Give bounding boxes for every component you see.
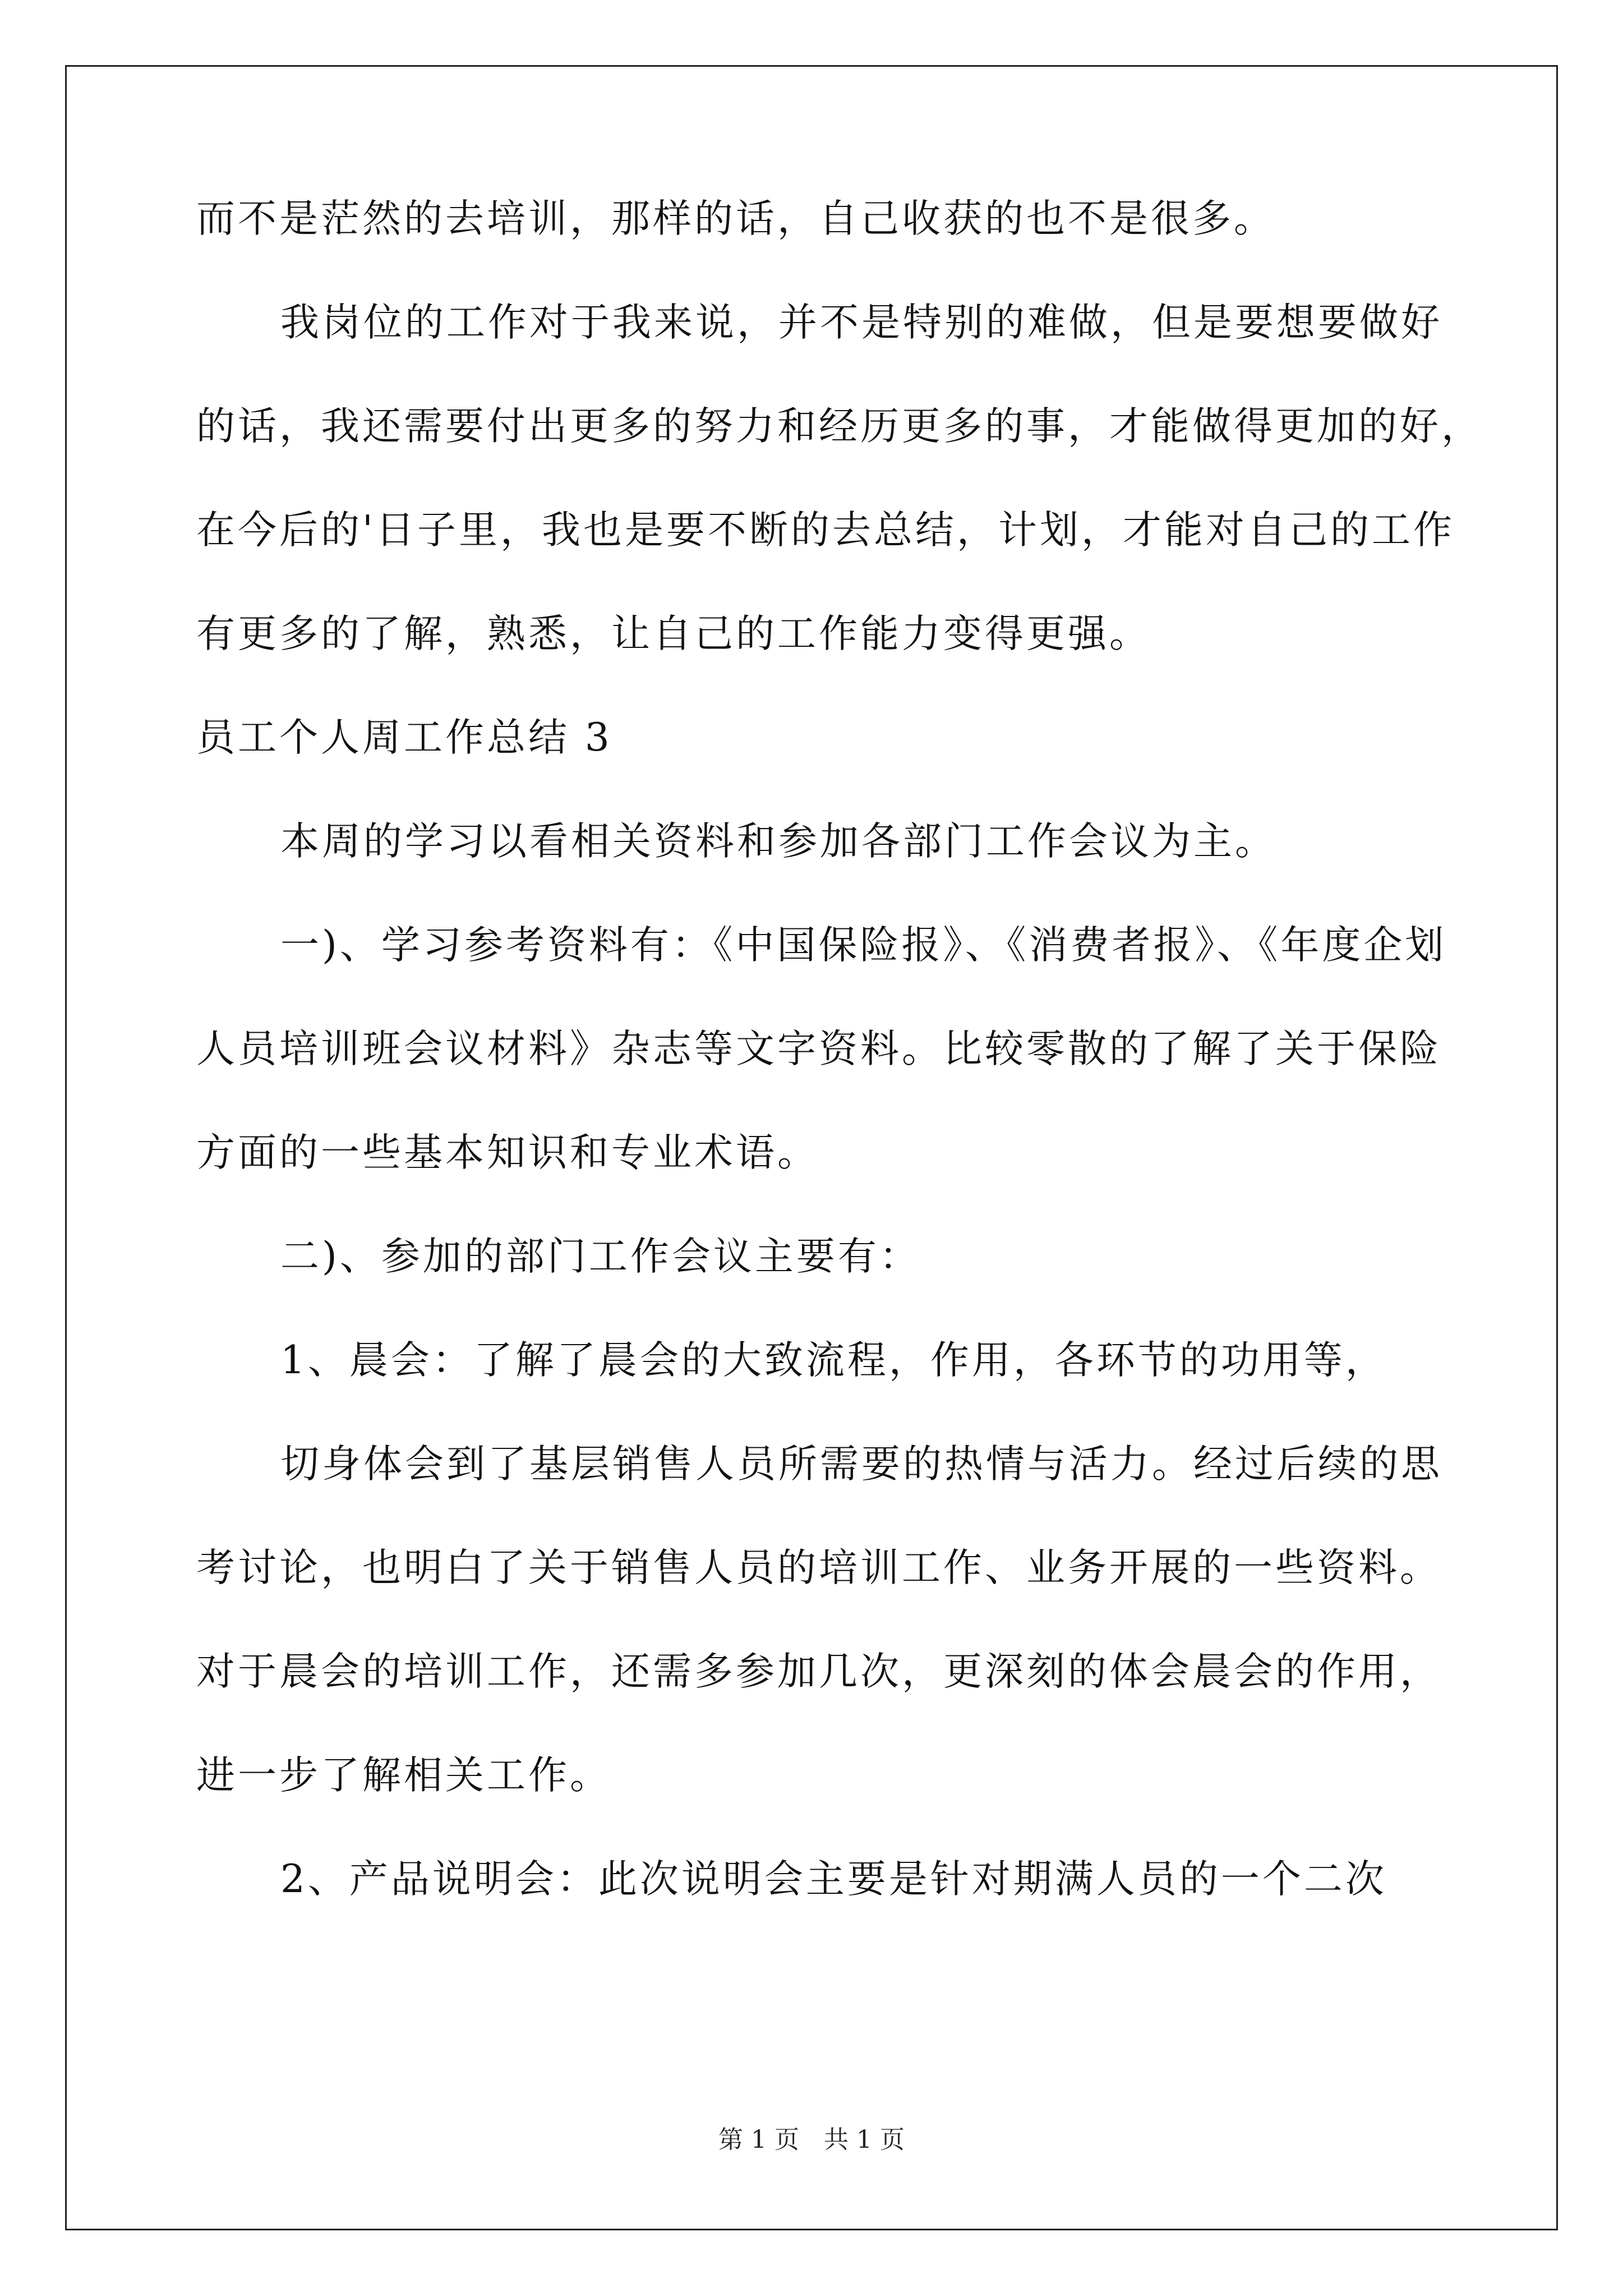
text-line: 1、晨会：了解了晨会的大致流程，作用，各环节的功用等， — [280, 1338, 1387, 1383]
text-line: 有更多的了解，熟悉，让自己的工作能力变得更强。 — [196, 611, 1151, 656]
page-number: 第 1 页 — [718, 2125, 799, 2154]
text-line: 2、产品说明会：此次说明会主要是针对期满人员的一个二次 — [280, 1857, 1387, 1902]
text-line: 考讨论，也明白了关于销售人员的培训工作、业务开展的一些资料。 — [196, 1545, 1441, 1590]
page-footer — [0, 2124, 1623, 2156]
text-line: 的话，我还需要付出更多的努力和经历更多的事，才能做得更加的好， — [196, 404, 1483, 449]
section-heading: 员工个人周工作总结 3 — [196, 715, 612, 760]
text-line: 进一步了解相关工作。 — [196, 1753, 611, 1798]
text-line: 我岗位的工作对于我来说，并不是特别的难做，但是要想要做好 — [280, 300, 1442, 345]
text-line: 切身体会到了基层销售人员所需要的热情与活力。经过后续的思 — [280, 1442, 1442, 1487]
text-line: 人员培训班会议材料》杂志等文字资料。比较零散的了解了关于保险 — [196, 1027, 1441, 1071]
text-line: 一)、学习参考资料有：《中国保险报》、《消费者报》、《年度企划 — [280, 923, 1447, 968]
text-line: 本周的学习以看相关资料和参加各部门工作会议为主。 — [280, 819, 1276, 864]
text-line: 在今后的'日子里，我也是要不断的去总结，计划，才能对自己的工作 — [196, 508, 1455, 553]
page-total: 共 1 页 — [824, 2125, 905, 2154]
text-line: 而不是茫然的去培训，那样的话，自己收获的也不是很多。 — [196, 196, 1275, 241]
text-line: 方面的一些基本知识和专业术语。 — [196, 1130, 819, 1175]
text-line: 二)、参加的部门工作会议主要有： — [280, 1234, 921, 1279]
text-line: 对于晨会的培训工作，还需多参加几次，更深刻的体会晨会的作用， — [196, 1649, 1441, 1694]
